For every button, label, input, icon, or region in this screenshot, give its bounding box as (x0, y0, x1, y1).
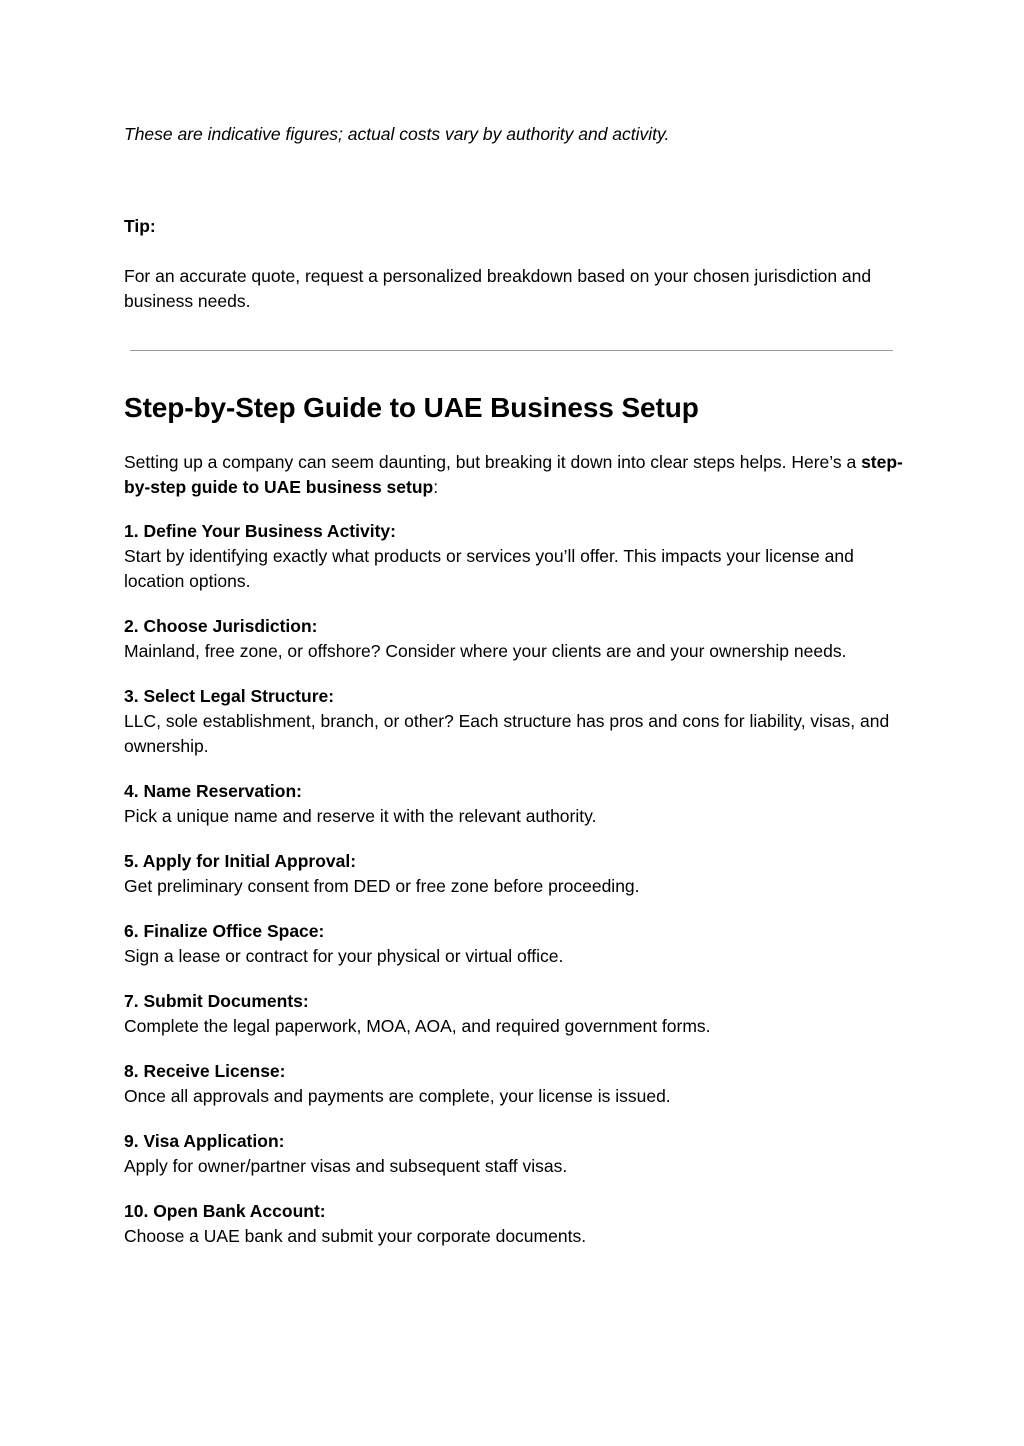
step-item (124, 849, 904, 899)
step-description: Apply for owner/partner visas and subsequent staff visas. (124, 1156, 568, 1176)
step-item (124, 684, 904, 759)
step-title: 8. Receive License: (124, 1061, 286, 1081)
step-title: 10. Open Bank Account: (124, 1201, 326, 1221)
step-item (124, 1129, 904, 1179)
steps-list (124, 519, 904, 1269)
step-title: 9. Visa Application: (124, 1131, 285, 1151)
step-item (124, 1059, 904, 1109)
step-title: 2. Choose Jurisdiction: (124, 616, 318, 636)
step-description: LLC, sole establishment, branch, or other? Each structure has pros and cons for liability, visas, and ownership. (124, 711, 890, 756)
step-description: Complete the legal paperwork, MOA, AOA, and required government forms. (124, 1016, 711, 1036)
step-title: 7. Submit Documents: (124, 991, 309, 1011)
section-intro (124, 450, 904, 500)
step-description: Pick a unique name and reserve it with the relevant authority. (124, 806, 597, 826)
step-description: Mainland, free zone, or offshore? Consider where your clients are and your ownership needs. (124, 641, 847, 661)
intro-text: Setting up a company can seem daunting, but breaking it down into clear steps helps. Here’s a (124, 452, 862, 472)
intro-colon: : (433, 477, 439, 497)
tip-text: For an accurate quote, request a personalized breakdown based on your chosen jurisdiction and business needs. (124, 266, 872, 311)
step-title: 4. Name Reservation: (124, 781, 302, 801)
cost-disclaimer-note: These are indicative figures; actual costs vary by authority and activity. (124, 124, 670, 144)
step-description: Once all approvals and payments are complete, your license is issued. (124, 1086, 671, 1106)
tip-label: Tip: (124, 216, 156, 236)
step-description: Start by identifying exactly what products or services you’ll offer. This impacts your license and location options. (124, 546, 854, 591)
step-title: 1. Define Your Business Activity: (124, 521, 396, 541)
horizontal-divider (130, 350, 893, 351)
step-title: 5. Apply for Initial Approval: (124, 851, 357, 871)
step-description: Get preliminary consent from DED or free zone before proceeding. (124, 876, 640, 896)
step-title: 6. Finalize Office Space: (124, 921, 325, 941)
step-description: Choose a UAE bank and submit your corporate documents. (124, 1226, 587, 1246)
step-item (124, 614, 904, 664)
step-item (124, 779, 904, 829)
step-item (124, 519, 904, 594)
section-heading: Step-by-Step Guide to UAE Business Setup (124, 392, 699, 423)
step-description: Sign a lease or contract for your physical or virtual office. (124, 946, 564, 966)
step-item (124, 919, 904, 969)
step-item (124, 989, 904, 1039)
step-title: 3. Select Legal Structure: (124, 686, 335, 706)
intro-bold-text: step-by-step guide to UAE business setup (124, 452, 903, 497)
step-item (124, 1199, 904, 1249)
